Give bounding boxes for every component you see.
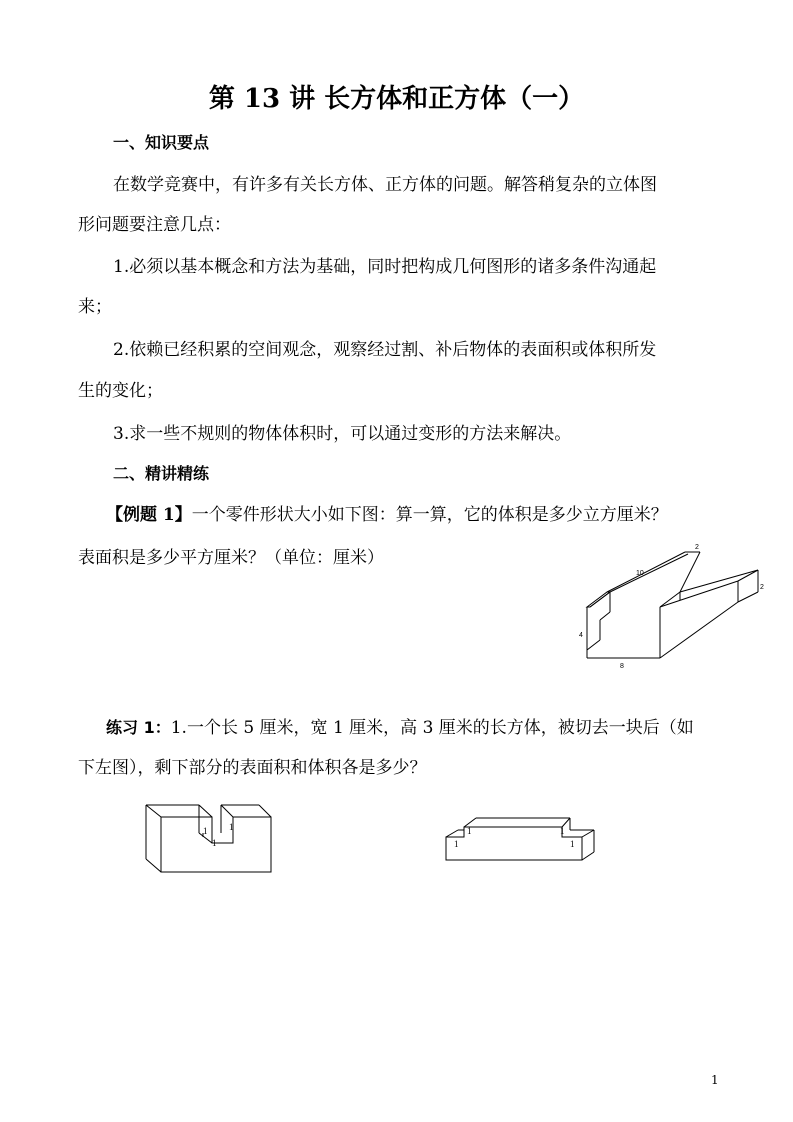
section-heading-practice: 二、精讲精练 — [113, 464, 210, 483]
point-3: 3.求一些不规则的物体体积时，可以通过变形的方法来解决。 — [113, 424, 572, 444]
example-1-label: 【例题 1】 — [106, 505, 192, 525]
point-1-line-1: 1.必须以基本概念和方法为基础，同时把构成几何图形的诸多条件沟通起 — [113, 257, 657, 277]
page-number: 1 — [711, 1073, 719, 1087]
point-2-line-2: 生的变化； — [78, 381, 163, 401]
exercise-1-figure-right — [440, 810, 610, 870]
exercise-1-line-2: 下左图），剩下部分的表面积和体积各是多少？ — [78, 758, 427, 778]
point-2-line-1: 2.依赖已经积累的空间观念，观察经过割、补后物体的表面积或体积所发 — [113, 340, 657, 360]
example-1-figure — [570, 540, 770, 680]
intro-line-2: 形问题要注意几点： — [78, 215, 231, 235]
exercise-1-text: 1.一个长 5 厘米，宽 1 厘米，高 3 厘米的长方体，被切去一块后（如 — [170, 718, 694, 738]
intro-line-1: 在数学竞赛中，有许多有关长方体、正方体的问题。解答稍复杂的立体图 — [113, 175, 657, 195]
figure2-label-c: 1 — [212, 838, 217, 848]
exercise-1-line-1 — [106, 713, 694, 738]
figure3-label-b: 1 — [560, 826, 565, 836]
exercise-1-label: 练习 1： — [106, 718, 171, 737]
page-title: 第 13 讲 长方体和正方体（一） — [208, 84, 585, 114]
section-heading-knowledge: 一、知识要点 — [113, 133, 210, 152]
figure1-label-right: 2 — [760, 584, 764, 591]
figure3-label-c: 1 — [454, 839, 459, 849]
figure3-label-a: 1 — [467, 826, 472, 836]
figure3-label-d: 1 — [570, 839, 575, 849]
example-1-line-1 — [106, 500, 668, 525]
figure1-label-top: 2 — [695, 544, 699, 551]
figure1-label-bottom: 8 — [620, 663, 624, 670]
point-1-line-2: 来； — [78, 297, 112, 317]
example-1-text: 一个零件形状大小如下图：算一算，它的体积是多少立方厘米？ — [191, 505, 668, 525]
figure2-label-b: 1 — [229, 822, 234, 832]
figure1-label-length: 10 — [636, 570, 644, 577]
exercise-1-figure-left — [135, 795, 285, 880]
figure2-label-a: 1 — [203, 826, 208, 836]
figure1-label-left: 4 — [579, 632, 583, 639]
example-1-line-2: 表面积是多少平方厘米？（单位：厘米） — [78, 548, 384, 568]
